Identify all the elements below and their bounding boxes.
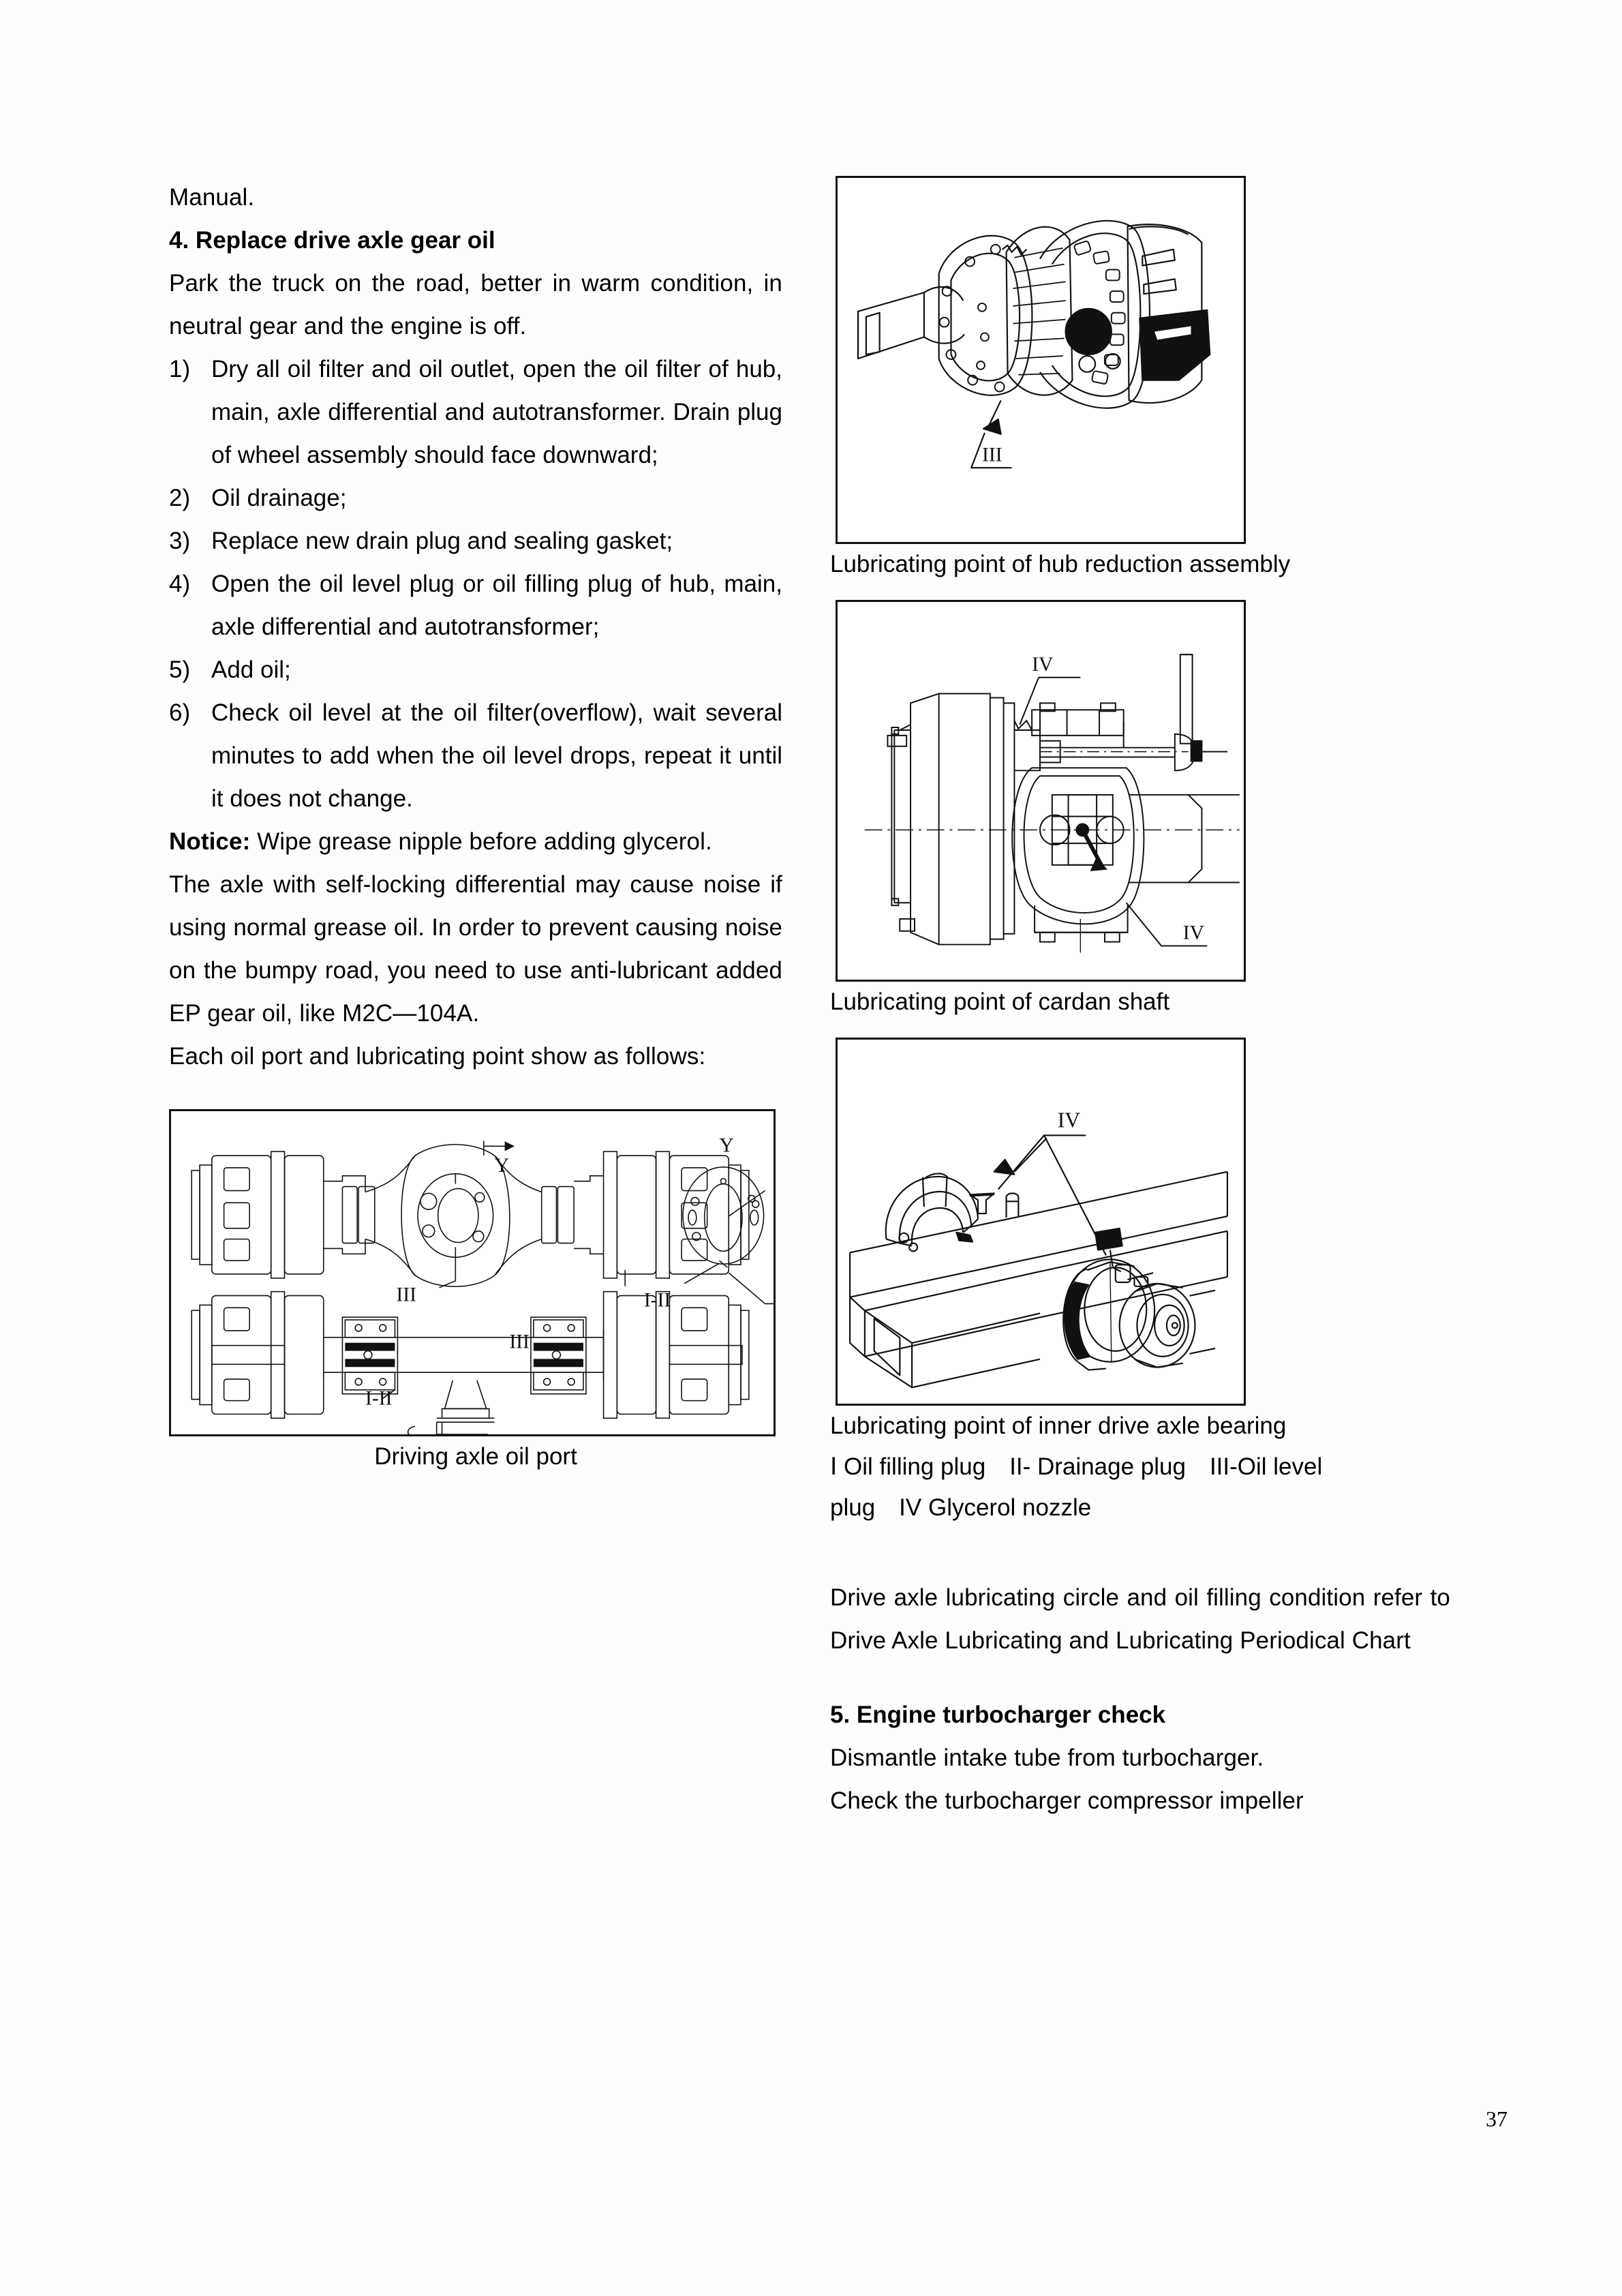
svg-text:I-II: I-II: [365, 1387, 393, 1410]
list-item-number: 1): [169, 356, 191, 382]
inner-drive-axle-bearing-icon: [838, 1040, 1244, 1404]
continued-line: Manual.: [169, 184, 255, 211]
list-item: [169, 562, 782, 648]
driving-axle-figure-caption: Driving axle oil port: [374, 1443, 577, 1470]
list-item-text: Dry all oil filter and oil outlet, open the oil filter of hub, main, axle differential and autotransformer. Drain plug of wheel assembly should face downward;: [211, 356, 782, 468]
svg-text:III: III: [509, 1331, 530, 1353]
list-item-text: Oil drainage;: [211, 485, 347, 511]
svg-text:III: III: [396, 1284, 417, 1306]
svg-text:Y: Y: [719, 1134, 734, 1157]
cardan-shaft-icon: [838, 602, 1244, 980]
list-item-number: 4): [169, 571, 191, 597]
legend-line-2: plug IV Glycerol nozzle: [830, 1494, 1092, 1521]
section-heading-4: 4. Replace drive axle gear oil: [169, 227, 495, 254]
section-heading-5: 5. Engine turbocharger check: [830, 1702, 1166, 1728]
figure3-roman-label: IV: [1057, 1108, 1081, 1132]
list-item-number: 3): [169, 528, 191, 554]
section5-line-1: Dismantle intake tube from turbocharger.: [830, 1744, 1264, 1771]
hub-reduction-assembly-figure: [836, 176, 1246, 544]
list-item: [169, 648, 782, 691]
oil-port-paragraph: Each oil port and lubricating point show as follows:: [169, 1043, 706, 1070]
legend-line-1: Ⅰ Oil filling plug II- Drainage plug III-Oil level: [830, 1453, 1323, 1480]
list-item-number: 6): [169, 699, 191, 726]
svg-text:I-II: I-II: [643, 1289, 671, 1312]
figure1-roman-label: III: [981, 444, 1003, 466]
list-item-text: Open the oil level plug or oil filling plug of hub, main, axle differential and autotransformer;: [211, 571, 782, 640]
list-item: [169, 691, 782, 820]
driving-axle-diagram-icon: [171, 1111, 774, 1434]
section5-line-2: Check the turbocharger compressor impeller: [830, 1787, 1304, 1814]
figure2-roman-label-top: IV: [1032, 653, 1054, 676]
driving-axle-oil-port-figure: [169, 1109, 776, 1436]
notice-label: Notice:: [169, 828, 251, 855]
hub-reduction-assembly-caption: Lubricating point of hub reduction assembly: [830, 551, 1291, 577]
procedure-steps-list: [169, 348, 782, 820]
right-content-column: [830, 176, 1450, 1822]
figure2-roman-label-bottom: IV: [1182, 922, 1205, 944]
left-text-column: [169, 176, 782, 1477]
cardan-shaft-caption: Lubricating point of cardan shaft: [830, 988, 1170, 1015]
refer-paragraph: Drive axle lubricating circle and oil filling condition refer to Drive Axle Lubricating and Lubricating Periodical Chart: [830, 1584, 1450, 1654]
list-item: [169, 477, 782, 519]
svg-text:Y: Y: [494, 1154, 509, 1177]
list-item: [169, 519, 782, 562]
page-number: 37: [1486, 2106, 1508, 2131]
inner-drive-axle-bearing-figure: [836, 1038, 1246, 1406]
list-item-text: Replace new drain plug and sealing gasket;: [211, 528, 673, 554]
list-item-text: Check oil level at the oil filter(overflow), wait several minutes to add when the oil level drops, repeat it until it does not change.: [211, 699, 782, 812]
inner-drive-axle-bearing-caption: Lubricating point of inner drive axle bearing: [830, 1413, 1287, 1439]
axle-noise-paragraph: The axle with self-locking differential may cause noise if using normal grease oil. In order to prevent causing noise on the bumpy road, you need to use anti-lubricant added EP gear oil, like M2C—104A.: [169, 871, 782, 1027]
list-item-text: Add oil;: [211, 656, 291, 683]
notice-text: Wipe grease nipple before adding glycerol.: [250, 828, 712, 855]
list-item: [169, 348, 782, 477]
cardan-shaft-figure: [836, 600, 1246, 982]
hub-reduction-assembly-icon: [838, 178, 1244, 542]
list-item-number: 5): [169, 656, 191, 683]
intro-paragraph: Park the truck on the road, better in warm condition, in neutral gear and the engine is off.: [169, 270, 782, 339]
list-item-number: 2): [169, 485, 191, 511]
notice-paragraph: [169, 820, 782, 863]
